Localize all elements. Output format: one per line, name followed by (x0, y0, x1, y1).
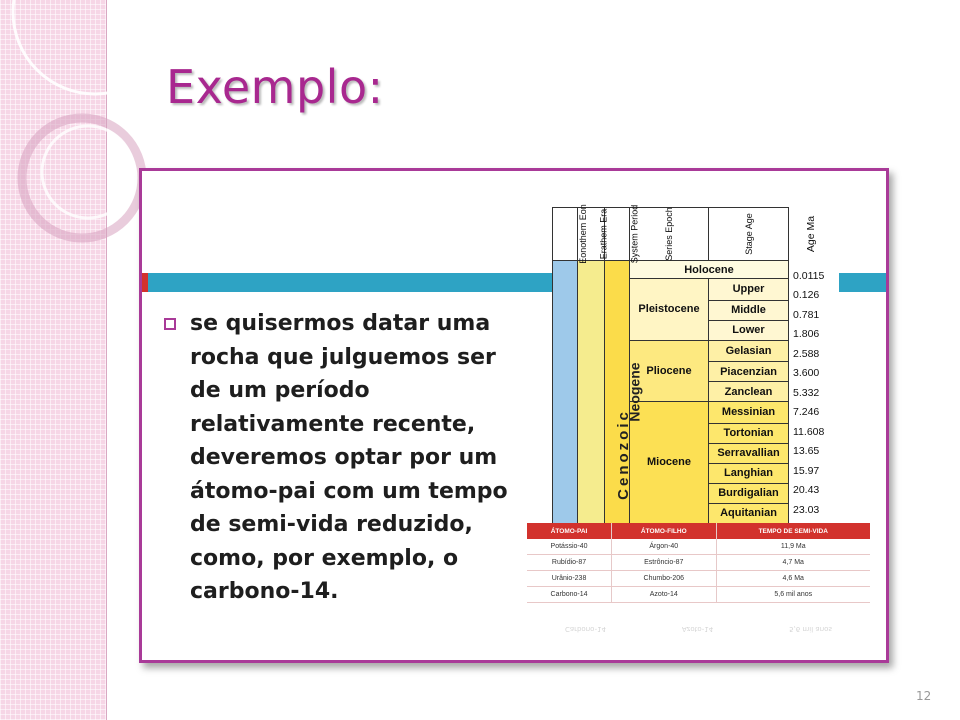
age-value: 23.03 (793, 503, 820, 516)
iso-cell: Potássio-40 (527, 539, 612, 555)
accent-strip-red-tab (142, 273, 148, 292)
age-value: 0.781 (793, 308, 820, 321)
iso-header: ÁTOMO-PAI (527, 523, 612, 539)
iso-row (527, 587, 870, 603)
bullet-square-icon (164, 318, 176, 330)
age-value: 2.588 (793, 347, 820, 360)
iso-cell: Azoto-14 (612, 587, 716, 603)
age-value: 3.600 (793, 367, 820, 379)
stage-cell: Upper (709, 279, 789, 301)
iso-cell: Urânio-238 (527, 571, 612, 587)
epoch-cell: Pliocene (630, 340, 709, 402)
stage-cell: Serravallian (709, 443, 789, 463)
stage-cell: Middle (709, 300, 789, 320)
header-eon: Eonothem Eon (553, 208, 578, 261)
iso-cell: 5,6 mil anos (716, 587, 870, 603)
iso-header: ÁTOMO-FILHO (612, 523, 716, 539)
header-system: System Period (605, 208, 630, 261)
content-frame (139, 168, 889, 663)
iso-cell: Chumbo-206 (612, 571, 716, 587)
stage-cell: Gelasian (709, 340, 789, 362)
stage-cell: Burdigalian (709, 483, 789, 503)
system-cell: Neogene (605, 261, 630, 524)
table-reflection: Carbono-14 Azoto-14 5,6 mil anos (564, 625, 833, 633)
stage-cell: Lower (709, 320, 789, 340)
header-age: Age Ma (789, 208, 839, 261)
age-value: 11.608 (793, 425, 825, 438)
stage-cell: Aquitanian (709, 503, 789, 523)
iso-row (527, 539, 870, 555)
holocene-cell: Holocene (630, 261, 789, 279)
eon-cell (553, 261, 578, 524)
header-stage: Stage Age (709, 208, 789, 261)
epoch-cell: Pleistocene (630, 279, 709, 341)
iso-cell: Árgon-40 (612, 539, 716, 555)
iso-header: TEMPO DE SEMI-VIDA (716, 523, 870, 539)
stage-cell: Piacenzian (709, 362, 789, 382)
slide-title: Exemplo: (166, 60, 384, 114)
iso-cell: Carbono-14 (527, 587, 612, 603)
iso-row (527, 555, 870, 571)
stage-cell: Messinian (709, 402, 789, 424)
era-cell: Cenozoic (578, 261, 605, 524)
age-value: 1.806 (793, 328, 820, 340)
header-epoch: Series Epoch (630, 208, 709, 261)
decorative-circles (0, 0, 140, 260)
iso-cell: Rubídio-87 (527, 555, 612, 571)
iso-cell: 4,6 Ma (716, 571, 870, 587)
age-column (789, 261, 839, 524)
bullet-text: se quisermos datar uma rocha que julguemos ser de um período relativamente recente, deveremos optar por um átomo-pai com um tempo de semi-vida reduzido, como, por exemplo, o carbono-14. (190, 311, 508, 604)
age-value: 20.43 (793, 484, 820, 496)
half-life-table (527, 523, 870, 633)
age-value: 0.0115 (793, 269, 825, 282)
iso-cell: Estrôncio-87 (612, 555, 716, 571)
age-value: 0.126 (793, 289, 820, 301)
age-value: 7.246 (793, 406, 820, 418)
epoch-cell: Miocene (630, 402, 709, 524)
age-value: 15.97 (793, 464, 820, 477)
iso-cell: 4,7 Ma (716, 555, 870, 571)
age-value: 5.332 (793, 386, 820, 399)
stage-cell: Tortonian (709, 423, 789, 443)
geologic-timescale-table (552, 204, 838, 519)
page-number: 12 (916, 689, 932, 703)
iso-row (527, 571, 870, 587)
stage-cell: Langhian (709, 463, 789, 483)
stage-cell: Zanclean (709, 382, 789, 402)
age-value: 13.65 (793, 445, 820, 457)
iso-cell: 11,9 Ma (716, 539, 870, 555)
header-era: Erathem Era (578, 208, 605, 261)
